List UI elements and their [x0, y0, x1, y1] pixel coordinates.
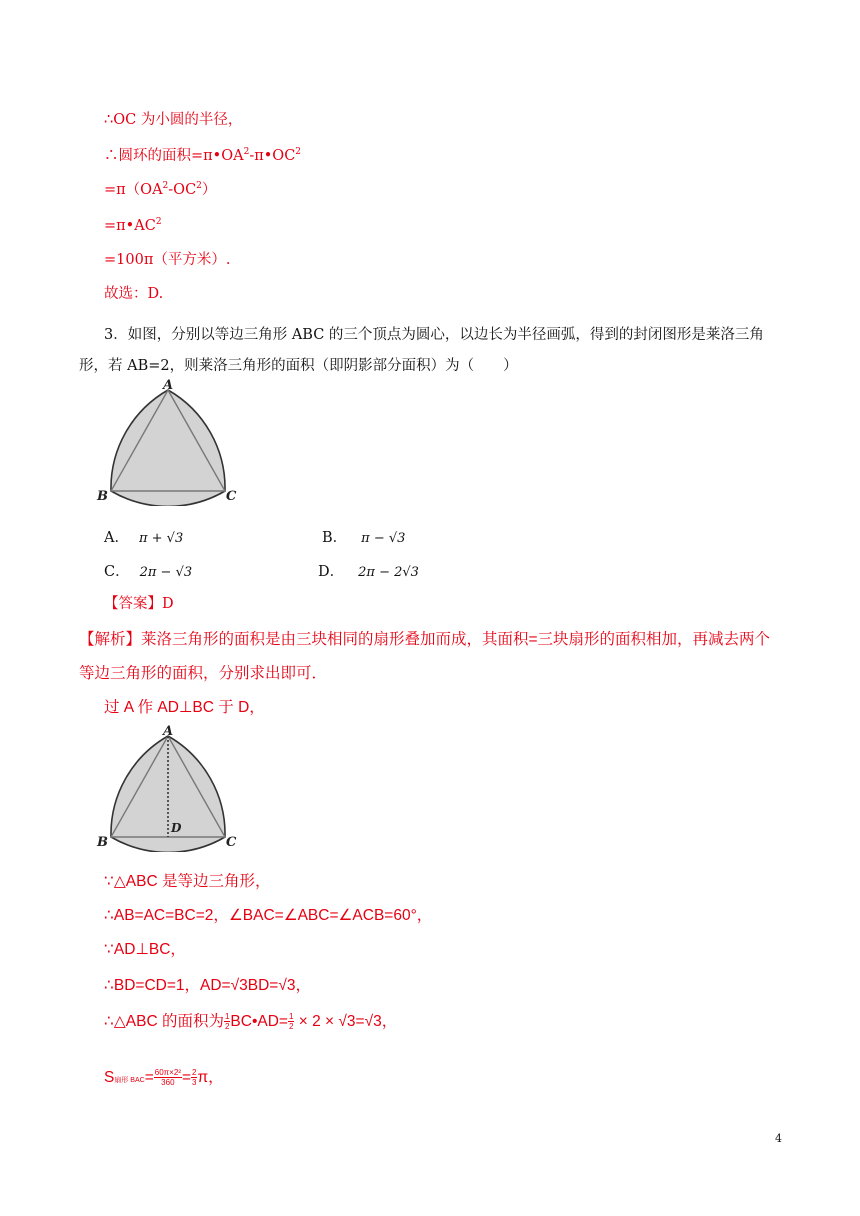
reuleaux-triangle-figure: [95, 378, 245, 506]
option-b-expr: π − √3: [361, 531, 406, 546]
analysis-line-1: 【解析】莱洛三角形的面积是由三块相同的扇形叠加而成，其面积=三块扇形的面积相加，再减去两个: [79, 631, 771, 648]
step-3: ∵AD⊥BC，: [104, 941, 186, 958]
label-d: D: [171, 821, 182, 835]
step-5: ∴△ABC 的面积为 $\frac{1}{2}$ BC•AD= $\frac{1}{2}$ × 2 × √3=√3，: [104, 1012, 398, 1032]
step-6-sector-area: S扇形 BAC= $\frac{\text{60π×2²}}{360}$ = $\frac{2}{3}$ π，: [104, 1068, 224, 1088]
option-d-expr: 2π − 2√3: [358, 565, 419, 580]
step-2: ∴AB=AC=BC=2，∠BAC=∠ABC=∠ACB=60°，: [104, 907, 433, 924]
label-b: B: [97, 835, 108, 850]
option-d-letter: D．: [318, 564, 345, 580]
label-b: B: [97, 489, 108, 504]
option-b-letter: B．: [322, 530, 348, 546]
label-a: A: [163, 378, 174, 393]
option-c[interactable]: [104, 560, 192, 581]
option-a-expr: π + √3: [138, 531, 184, 546]
label-a: A: [163, 724, 174, 739]
answer-label: 【答案】D: [104, 596, 174, 612]
option-a[interactable]: [104, 526, 183, 547]
reuleaux-shaded-region: [111, 390, 225, 506]
solution-line-4: $=\pi•AC^2$: [104, 217, 162, 234]
step-4: ∴BD=CD=1，AD=√3BD=√3，: [104, 977, 311, 994]
option-d[interactable]: [318, 560, 419, 581]
analysis-line-2: 等边三角形的面积，分别求出即可．: [79, 665, 328, 682]
fraction-sector: $\frac{\text{60π×2²}}{360}$: [154, 1068, 181, 1088]
solution-line-3: $=\pi(OA^2-OC^2)$: [104, 181, 217, 198]
fraction-half: $\frac{1}{2}$: [288, 1012, 294, 1032]
reuleaux-triangle-figure-with-altitude: [95, 724, 245, 852]
question-3-line-1: 3．如图，分别以等边三角形 ABC 的三个顶点为圆心，以边长为半径画弧，得到的封闭图形是莱洛三角: [104, 327, 764, 343]
page-number: 4: [775, 1132, 782, 1145]
question-3-line-2: 形，若 AB=2，则莱洛三角形的面积（即阴影部分面积）为（ ）: [79, 358, 518, 374]
fraction-two-thirds: $\frac{2}{3}$: [192, 1068, 197, 1088]
analysis-line-3: 过 A 作 AD⊥BC 于 D，: [104, 699, 265, 716]
step-1: ∵△ABC 是等边三角形，: [104, 873, 271, 890]
option-a-letter: A．: [104, 530, 129, 546]
option-c-expr: 2π − √3: [139, 565, 193, 580]
option-b[interactable]: [322, 526, 405, 547]
solution-line-2: ∴圆环的面积$=\pi•OA^2-\pi•OC^2$: [104, 147, 302, 164]
label-c: C: [226, 489, 237, 504]
option-c-letter: C．: [104, 564, 130, 580]
solution-line-6: 故选：D.: [104, 286, 164, 302]
solution-line-5: =100π（平方米）.: [104, 252, 231, 268]
label-c: C: [226, 835, 237, 850]
solution-line-1: ∴OC 为小圆的半径，: [104, 112, 243, 128]
fraction-half: $\frac{1}{2}$: [224, 1012, 230, 1032]
